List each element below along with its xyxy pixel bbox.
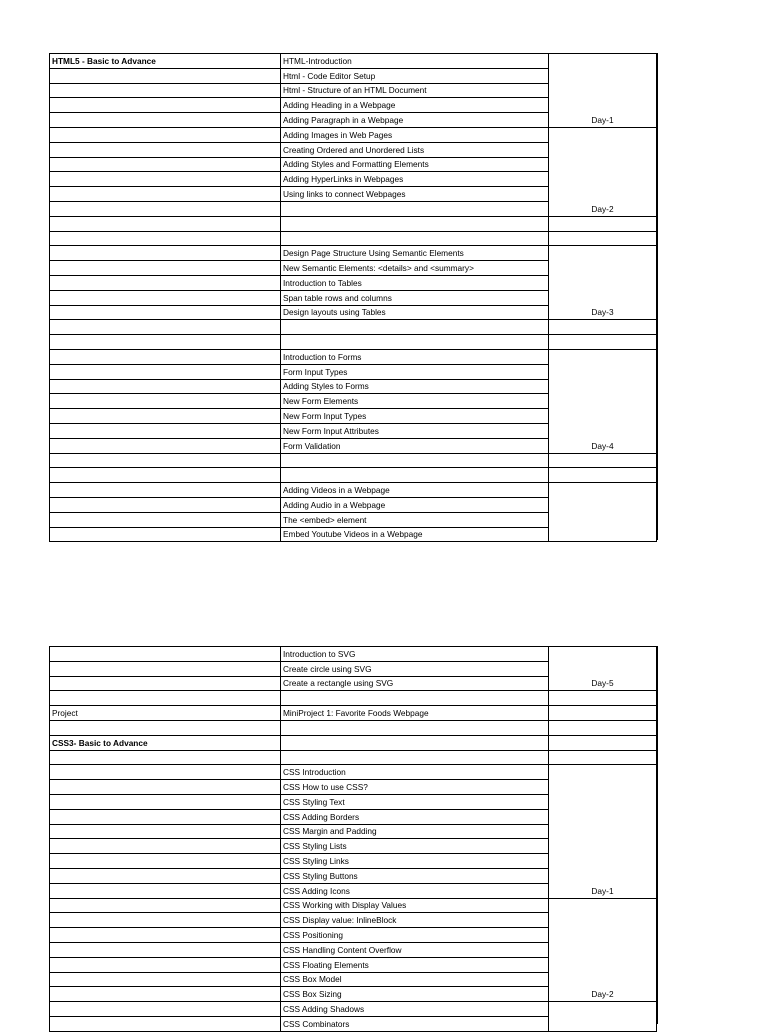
section-cell: [50, 750, 281, 765]
topic-cell: Design Page Structure Using Semantic Elements: [281, 246, 549, 261]
topic-cell: MiniProject 1: Favorite Foods Webpage: [281, 706, 549, 721]
topic-cell: Creating Ordered and Unordered Lists: [281, 142, 549, 157]
topic-cell: CSS Combinators: [281, 1016, 549, 1031]
section-cell: [50, 187, 281, 202]
section-cell: [50, 794, 281, 809]
curriculum-table-1: [49, 53, 657, 542]
section-cell: [50, 987, 281, 1002]
topic-cell: Html - Structure of an HTML Document: [281, 83, 549, 98]
section-cell: [50, 497, 281, 512]
table-row: [50, 216, 657, 231]
section-cell: [50, 394, 281, 409]
section-cell: Project: [50, 706, 281, 721]
topic-cell: Adding Images in Web Pages: [281, 127, 549, 142]
section-cell: [50, 928, 281, 943]
table-row: [50, 647, 657, 662]
day-cell: Day-1: [549, 765, 657, 898]
section-cell: [50, 201, 281, 216]
section-cell: [50, 839, 281, 854]
topic-cell: HTML-Introduction: [281, 54, 549, 69]
right-rail-2: [657, 646, 658, 1024]
topic-cell: CSS Styling Buttons: [281, 868, 549, 883]
topic-cell: CSS Positioning: [281, 928, 549, 943]
day-cell: [549, 750, 657, 765]
topic-cell: [281, 720, 549, 735]
topic-cell: CSS Styling Lists: [281, 839, 549, 854]
topic-cell: CSS Styling Links: [281, 854, 549, 869]
topic-cell: Adding HyperLinks in Webpages: [281, 172, 549, 187]
section-cell: [50, 483, 281, 498]
section-cell: [50, 468, 281, 483]
topic-cell: Create a rectangle using SVG: [281, 676, 549, 691]
day-cell: [549, 335, 657, 350]
day-cell: [549, 483, 657, 542]
table-row: [50, 750, 657, 765]
table-row: [50, 720, 657, 735]
topic-cell: New Form Input Types: [281, 409, 549, 424]
section-cell: [50, 1002, 281, 1017]
table-row: [50, 691, 657, 706]
section-cell: [50, 527, 281, 542]
topic-cell: CSS Margin and Padding: [281, 824, 549, 839]
section-cell: [50, 676, 281, 691]
topic-cell: CSS Box Model: [281, 972, 549, 987]
section-cell: [50, 780, 281, 795]
topic-cell: [281, 735, 549, 750]
topic-cell: Span table rows and columns: [281, 290, 549, 305]
section-cell: [50, 157, 281, 172]
topic-cell: Adding Styles and Formatting Elements: [281, 157, 549, 172]
section-cell: [50, 305, 281, 320]
day-cell: Day-3: [549, 246, 657, 320]
section-cell: [50, 349, 281, 364]
day-cell: [549, 735, 657, 750]
section-cell: [50, 647, 281, 662]
section-cell: [50, 942, 281, 957]
table-row: [50, 127, 657, 142]
section-cell: HTML5 - Basic to Advance: [50, 54, 281, 69]
topic-cell: Adding Paragraph in a Webpage: [281, 113, 549, 128]
day-cell: [549, 1002, 657, 1032]
section-cell: [50, 720, 281, 735]
table-row: [50, 765, 657, 780]
topic-cell: [281, 231, 549, 246]
topic-cell: [281, 453, 549, 468]
topic-cell: Adding Videos in a Webpage: [281, 483, 549, 498]
table-row: [50, 320, 657, 335]
topic-cell: [281, 691, 549, 706]
section-cell: [50, 661, 281, 676]
topic-cell: CSS Adding Icons: [281, 883, 549, 898]
topic-cell: [281, 320, 549, 335]
topic-cell: CSS Introduction: [281, 765, 549, 780]
section-cell: [50, 824, 281, 839]
topic-cell: The <embed> element: [281, 512, 549, 527]
section-cell: [50, 809, 281, 824]
section-cell: [50, 883, 281, 898]
section-cell: [50, 113, 281, 128]
section-cell: [50, 127, 281, 142]
section-cell: [50, 898, 281, 913]
day-cell: Day-5: [549, 647, 657, 691]
table-row: [50, 54, 657, 69]
topic-cell: CSS Display value: InlineBlock: [281, 913, 549, 928]
section-cell: CSS3- Basic to Advance: [50, 735, 281, 750]
curriculum-table-2: [49, 646, 657, 1032]
day-cell: [549, 468, 657, 483]
section-cell: [50, 68, 281, 83]
section-cell: [50, 172, 281, 187]
section-cell: [50, 320, 281, 335]
topic-cell: New Semantic Elements: <details> and <summary>: [281, 261, 549, 276]
topic-cell: CSS How to use CSS?: [281, 780, 549, 795]
section-cell: [50, 275, 281, 290]
section-cell: [50, 765, 281, 780]
topic-cell: [281, 335, 549, 350]
table-row: [50, 453, 657, 468]
day-cell: [549, 320, 657, 335]
topic-cell: [281, 201, 549, 216]
topic-cell: CSS Box Sizing: [281, 987, 549, 1002]
section-cell: [50, 261, 281, 276]
topic-cell: New Form Input Attributes: [281, 423, 549, 438]
topic-cell: CSS Adding Shadows: [281, 1002, 549, 1017]
day-cell: [549, 706, 657, 721]
day-cell: [549, 720, 657, 735]
table-row: [50, 246, 657, 261]
topic-cell: Form Validation: [281, 438, 549, 453]
topic-cell: Introduction to Forms: [281, 349, 549, 364]
topic-cell: CSS Adding Borders: [281, 809, 549, 824]
section-cell: [50, 98, 281, 113]
section-cell: [50, 868, 281, 883]
topic-cell: Using links to connect Webpages: [281, 187, 549, 202]
section-cell: [50, 83, 281, 98]
section-cell: [50, 453, 281, 468]
topic-cell: [281, 750, 549, 765]
section-cell: [50, 854, 281, 869]
topic-cell: Form Input Types: [281, 364, 549, 379]
topic-cell: Embed Youtube Videos in a Webpage: [281, 527, 549, 542]
topic-cell: Adding Styles to Forms: [281, 379, 549, 394]
section-cell: [50, 290, 281, 305]
topic-cell: Design layouts using Tables: [281, 305, 549, 320]
topic-cell: CSS Working with Display Values: [281, 898, 549, 913]
table-row: [50, 1002, 657, 1017]
day-cell: Day-4: [549, 349, 657, 453]
section-cell: [50, 691, 281, 706]
section-cell: [50, 913, 281, 928]
topic-cell: Introduction to Tables: [281, 275, 549, 290]
section-cell: [50, 246, 281, 261]
topic-cell: Adding Audio in a Webpage: [281, 497, 549, 512]
topic-cell: New Form Elements: [281, 394, 549, 409]
section-cell: [50, 512, 281, 527]
section-cell: [50, 409, 281, 424]
table-row: [50, 231, 657, 246]
table-row: [50, 349, 657, 364]
section-cell: [50, 438, 281, 453]
day-cell: [549, 216, 657, 231]
table-row: [50, 335, 657, 350]
day-cell: Day-2: [549, 127, 657, 216]
section-cell: [50, 423, 281, 438]
topic-cell: [281, 216, 549, 231]
topic-cell: Adding Heading in a Webpage: [281, 98, 549, 113]
topic-cell: Html - Code Editor Setup: [281, 68, 549, 83]
section-cell: [50, 335, 281, 350]
table-row: [50, 483, 657, 498]
right-rail-1: [657, 53, 658, 540]
topic-cell: Introduction to SVG: [281, 647, 549, 662]
section-cell: [50, 972, 281, 987]
day-cell: Day-2: [549, 898, 657, 1002]
day-cell: Day-1: [549, 54, 657, 128]
table-row: [50, 468, 657, 483]
table-row: [50, 706, 657, 721]
section-cell: [50, 957, 281, 972]
day-cell: [549, 231, 657, 246]
topic-cell: [281, 468, 549, 483]
section-cell: [50, 379, 281, 394]
section-cell: [50, 364, 281, 379]
section-cell: [50, 142, 281, 157]
table-row: [50, 898, 657, 913]
day-cell: [549, 691, 657, 706]
topic-cell: CSS Floating Elements: [281, 957, 549, 972]
day-cell: [549, 453, 657, 468]
topic-cell: CSS Styling Text: [281, 794, 549, 809]
section-cell: [50, 231, 281, 246]
topic-cell: CSS Handling Content Overflow: [281, 942, 549, 957]
section-cell: [50, 216, 281, 231]
topic-cell: Create circle using SVG: [281, 661, 549, 676]
table-row: [50, 735, 657, 750]
